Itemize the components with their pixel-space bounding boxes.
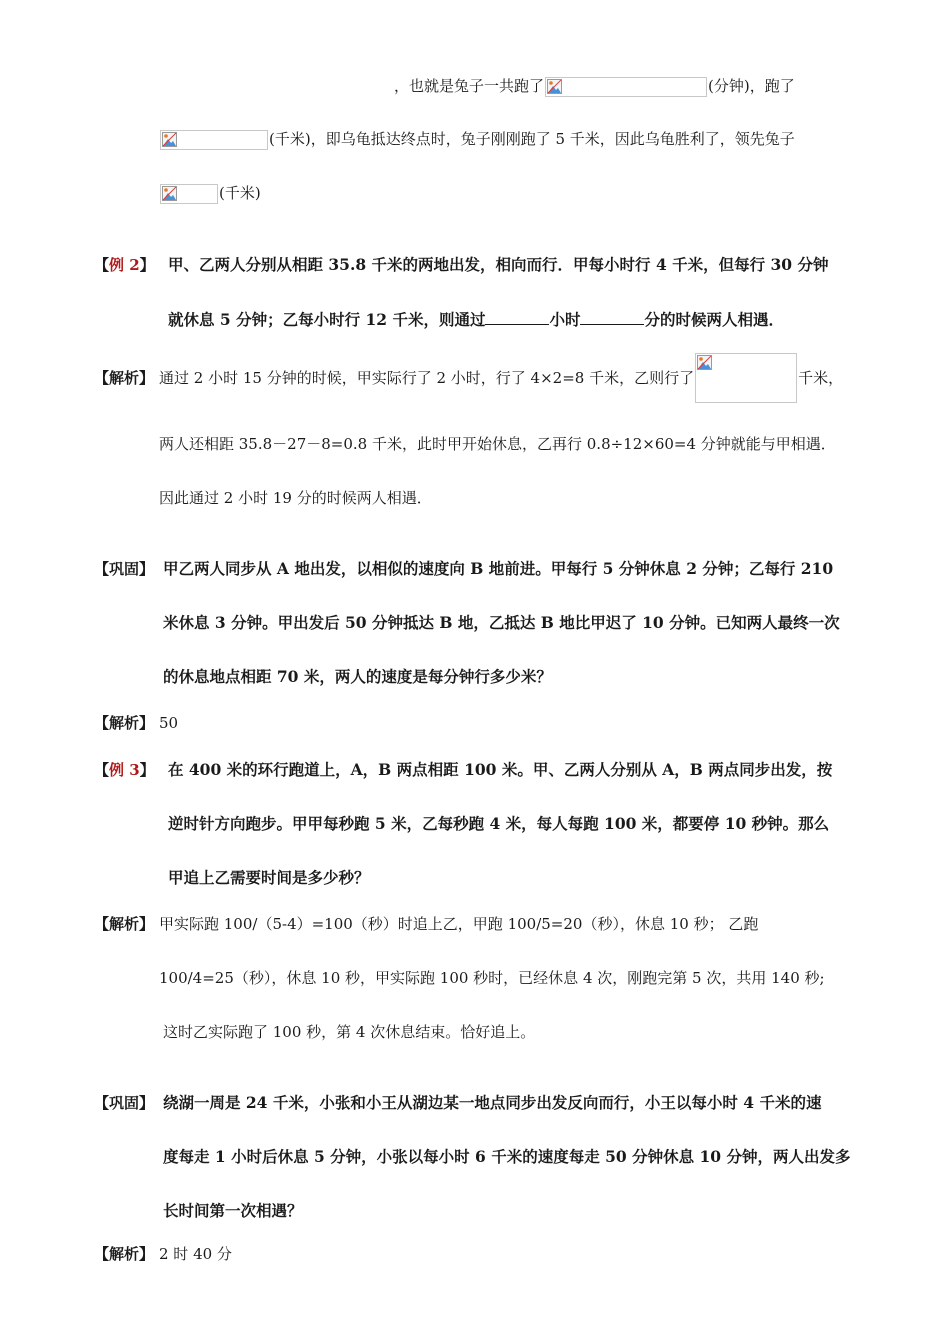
practice-2-question-line-1: 绕湖一周是 24 千米，小张和小王从湖边某一地点同步出发反向而行，小王以每小时 4 千米的速: [163, 1093, 822, 1112]
continuation-text: (千米)，即乌龟抵达终点时，兔子刚刚跑了 5 千米，因此乌龟胜利了，领先兔子: [269, 130, 795, 148]
continuation-text: (千米): [219, 184, 261, 202]
formula-image: [160, 130, 268, 150]
example-2-solution-line-1: 通过 2 小时 15 分钟的时候，甲实际行了 2 小时，行了 4×2=8 千米，乙则行了 千米，: [159, 367, 843, 403]
practice-1-solution-tag: 【解析】: [94, 714, 155, 732]
example-3-solution-line-2: 100/4=25（秒），休息 10 秒，甲实际跑 100 秒时，已经休息 4 次，刚跑完第 5 次，共用 140 秒;: [159, 969, 825, 987]
practice-2-solution: 2 时 40 分: [159, 1245, 232, 1263]
example-2-solution-tag: 【解析】: [94, 369, 155, 387]
continuation-line-1: [394, 75, 795, 97]
answer-blank-minutes: [580, 308, 644, 325]
formula-image: [160, 184, 218, 204]
example-2-question-line-1: 甲、乙两人分别从相距 35.8 千米的两地出发，相向而行．甲每小时行 4 千米，但每行 30 分钟: [168, 255, 829, 274]
broken-image-icon: [162, 186, 177, 201]
continuation-line-2: [159, 128, 795, 150]
example-3-solution-tag: 【解析】: [94, 915, 155, 933]
example-3-tag: 【例 3】: [94, 761, 155, 779]
example-3-question-line-1: 在 400 米的环行跑道上，A，B 两点相距 100 米。甲、乙两人分别从 A，B 两点同步出发，按: [168, 760, 833, 779]
broken-image-icon: [547, 79, 562, 94]
example-3-solution-line-3: 这时乙实际跑了 100 秒，第 4 次休息结束。恰好追上。: [163, 1023, 536, 1041]
practice-2-solution-tag: 【解析】: [94, 1245, 155, 1263]
example-3-question-line-2: 逆时针方向跑步。甲甲每秒跑 5 米，乙每秒跑 4 米，每人每跑 100 米，都要停 10 秒钟。那么: [168, 814, 830, 833]
practice-1-question-line-2: 米休息 3 分钟。甲出发后 50 分钟抵达 B 地，乙抵达 B 地比甲迟了 10 分钟。已知两人最终一次: [163, 613, 840, 632]
practice-1-solution: 50: [159, 714, 179, 732]
practice-1-tag: 【巩固】: [94, 560, 155, 578]
example-3-question-line-3: 甲追上乙需要时间是多少秒？: [168, 868, 370, 887]
formula-image: [545, 77, 707, 97]
example-3-solution-line-1: 甲实际跑 100/（5-4）=100（秒）时追上乙，甲跑 100/5=20（秒），休息 10 秒； 乙跑: [159, 915, 759, 933]
continuation-text: (分钟)，跑了: [708, 77, 795, 95]
answer-blank-hours: [485, 308, 549, 325]
example-2-question-line-2: 就休息 5 分钟；乙每小时行 12 千米，则通过 小时 分的时候两人相遇．: [168, 310, 784, 329]
practice-2-tag: 【巩固】: [94, 1094, 155, 1112]
practice-1-question-line-1: 甲乙两人同步从 A 地出发，以相似的速度向 B 地前进。甲每行 5 分钟休息 2 分钟；乙每行 210: [163, 559, 834, 578]
continuation-line-3: [159, 182, 261, 204]
formula-image: [695, 353, 797, 403]
practice-1-question-line-3: 的休息地点相距 70 米，两人的速度是每分钟行多少米？: [163, 667, 552, 686]
example-2-solution-line-2: 两人还相距 35.8－27－8=0.8 千米，此时甲开始休息，乙再行 0.8÷12×60=4 分钟就能与甲相遇．: [159, 435, 836, 453]
broken-image-icon: [697, 355, 712, 370]
continuation-text: ，也就是兔子一共跑了: [394, 77, 545, 95]
practice-2-question-line-2: 度每走 1 小时后休息 5 分钟，小张以每小时 6 千米的速度每走 50 分钟休息 10 分钟，两人出发多: [163, 1147, 851, 1166]
example-2-solution-line-3: 因此通过 2 小时 19 分的时候两人相遇．: [159, 489, 432, 507]
practice-2-question-line-3: 长时间第一次相遇？: [163, 1201, 303, 1220]
example-2-tag: 【例 2】: [94, 256, 155, 274]
broken-image-icon: [162, 132, 177, 147]
